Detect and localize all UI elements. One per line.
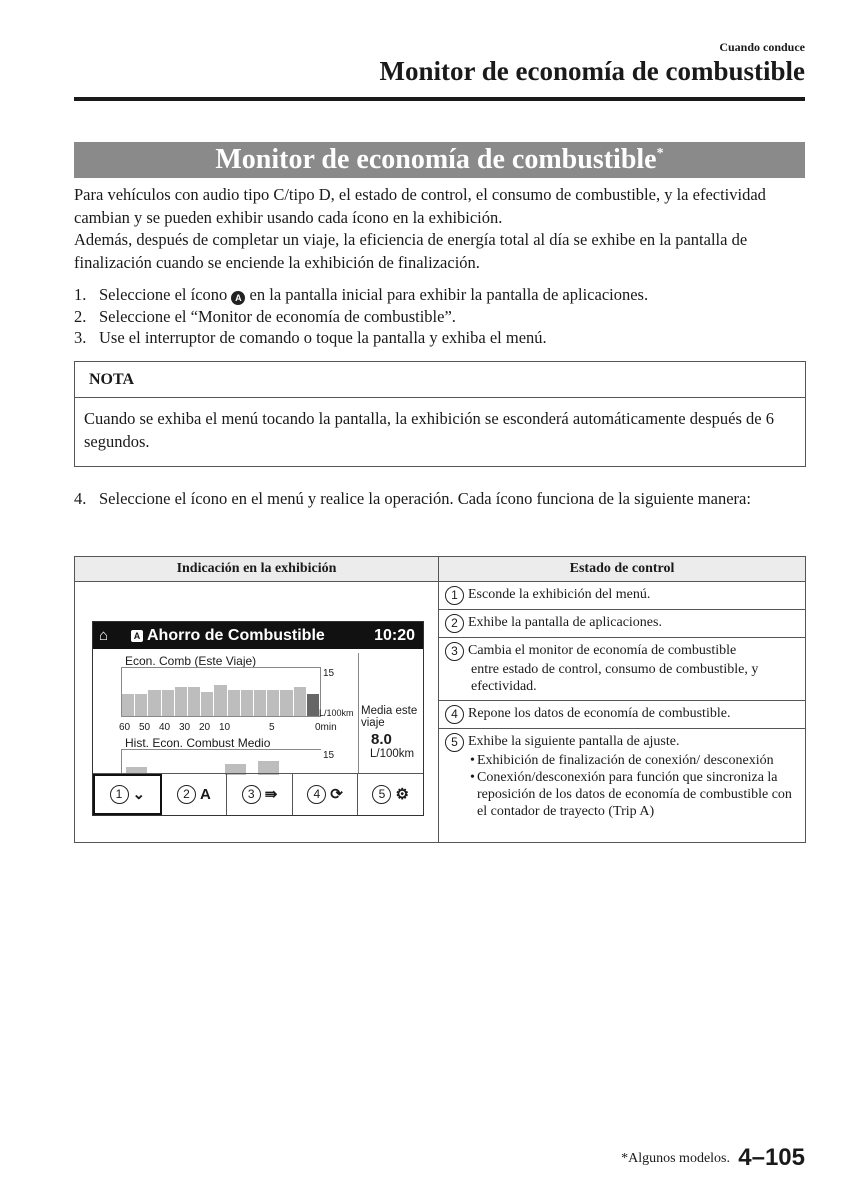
menu-number: 1	[110, 785, 129, 804]
bullet-text: Conexión/desconexión para función que sincroniza la reposición de los datos de economía de combustible con el contador de trayecto (Trip A)	[477, 770, 792, 819]
switch-icon: ⇛	[264, 786, 278, 803]
step-text-before: Seleccione el ícono	[99, 285, 228, 304]
intro-paragraph-1: Para vehículos con audio tipo C/tipo D, el estado de control, el consumo de combustible, y la efectividad cambian y se pueden exhibir usando cada ícono en la exhibición.	[74, 185, 766, 227]
graph1-bar	[188, 687, 201, 716]
note-box	[74, 361, 806, 467]
description-text: Cambia el monitor de economía de combustible	[468, 643, 737, 658]
axis-tick: 5	[269, 722, 275, 733]
screen-menu-bar	[93, 773, 423, 815]
control-description-3	[439, 638, 806, 701]
table-row	[75, 582, 806, 610]
graph2-max-label: 15	[323, 750, 335, 761]
item-number: 2	[445, 614, 464, 633]
description-text: Esconde la exhibición del menú.	[468, 587, 651, 602]
screen-divider	[358, 653, 359, 773]
axis-tick: 30	[179, 722, 191, 733]
graph1-label: Econ. Comb (Este Viaje)	[125, 654, 257, 668]
bullet-text: Exhibición de finalización de conexión/ desconexión	[477, 753, 774, 768]
axis-tick: 0min	[315, 722, 337, 733]
graph1-area	[121, 667, 321, 717]
step-number: 4.	[74, 489, 87, 508]
control-description-5	[439, 729, 806, 843]
description-text: Exhibe la siguiente pantalla de ajuste.	[468, 734, 680, 749]
app-badge-icon: A	[131, 630, 143, 642]
intro-paragraph-2: Además, después de completar un viaje, la eficiencia de energía total al día se exhibe en la pantalla de finalización cuando se enciende la exhibición de finalización.	[74, 230, 748, 272]
screen-body	[93, 649, 423, 775]
screen-clock: 10:20	[374, 627, 415, 644]
table-header-row	[75, 557, 806, 582]
graph1-bar	[280, 690, 293, 716]
apps-icon: A	[231, 291, 245, 305]
graph2-label: Hist. Econ. Combust Medio	[125, 736, 271, 750]
axis-tick: 20	[199, 722, 211, 733]
display-illustration-cell	[75, 582, 439, 843]
average-label: Media este viaje	[361, 705, 418, 729]
steps-list	[74, 284, 814, 349]
graph1-bar	[135, 694, 148, 716]
item-number: 3	[445, 642, 464, 661]
graph1-bar	[201, 692, 214, 716]
step-number: 3.	[74, 328, 87, 347]
control-description-4	[439, 701, 806, 729]
graph1-bar	[162, 690, 175, 716]
menu-number: 2	[177, 785, 196, 804]
step-text: Seleccione el “Monitor de economía de combustible”.	[99, 306, 456, 326]
fuel-economy-screen	[92, 621, 424, 816]
menu-number: 4	[307, 785, 326, 804]
step-4	[74, 488, 814, 511]
menu-settings-button[interactable]	[358, 774, 423, 815]
description-text: Repone los datos de economía de combustible.	[468, 706, 731, 721]
item-number: 4	[445, 705, 464, 724]
step-3	[74, 327, 814, 349]
section-banner	[74, 142, 805, 178]
step-text: Use el interruptor de comando o toque la pantalla y exhiba el menú.	[99, 328, 547, 347]
step-2	[74, 306, 814, 328]
table-header-display: Indicación en la exhibición	[75, 557, 439, 582]
axis-tick: 60	[119, 722, 131, 733]
function-table	[74, 556, 806, 843]
intro-text	[74, 184, 814, 274]
page-number: 4–105	[738, 1144, 805, 1171]
control-description-1	[439, 582, 806, 610]
note-body: Cuando se exhiba el menú tocando la pantalla, la exhibición se esconderá automáticamente después de 6 segundos.	[84, 409, 775, 451]
graph1-bar	[175, 687, 188, 716]
models-footnote-mark: *	[656, 146, 664, 161]
home-icon: ⌂	[99, 627, 109, 644]
graph1-bar	[228, 690, 241, 716]
step-number: 1.	[74, 285, 87, 304]
menu-switch-button[interactable]	[227, 774, 293, 815]
header-title: Monitor de economía de combustible	[379, 56, 805, 86]
step-text	[99, 284, 648, 306]
description-bullet: • Exhibición de finalización de conexión/ desconexión	[470, 753, 774, 768]
item-number: 5	[445, 733, 464, 752]
description-subtext: entre estado de control, consumo de combustible, y efectividad.	[471, 662, 759, 694]
screen-top-bar	[93, 622, 423, 649]
graph1-bar	[294, 687, 307, 716]
section-banner-title: Monitor de economía de combustible	[215, 144, 657, 175]
graph1-bar	[122, 694, 135, 716]
graph1-bar	[267, 690, 280, 716]
step-number: 2.	[74, 306, 87, 326]
graph1-max-label: 15	[323, 668, 335, 679]
note-title: NOTA	[75, 362, 805, 398]
table-header-control: Estado de control	[439, 557, 806, 582]
graph1-bar	[241, 690, 254, 716]
graph1-bar	[254, 690, 267, 716]
graph1-bar	[148, 690, 161, 716]
description-text: Exhibe la pantalla de aplicaciones.	[468, 615, 662, 630]
step-text: Seleccione el ícono en el menú y realice la operación. Cada ícono funciona de la siguiente manera:	[99, 489, 751, 508]
reset-icon: ⟳	[330, 786, 343, 803]
axis-tick: 50	[139, 722, 151, 733]
axis-tick: 40	[159, 722, 171, 733]
gear-icon: ⚙	[395, 786, 409, 803]
step-1	[74, 284, 814, 306]
graph1-bar	[307, 694, 320, 716]
graph2-area	[121, 749, 321, 775]
screen-title: Ahorro de Combustible	[147, 627, 325, 644]
control-description-2	[439, 610, 806, 638]
average-unit: L/100km	[370, 748, 415, 760]
description-bullet: • Conexión/desconexión para función que sincroniza la reposición de los datos de economía de combustible con el contador de trayecto (Trip A)	[445, 769, 799, 820]
menu-hide-button[interactable]	[93, 774, 162, 815]
header-rule	[74, 97, 805, 101]
step-text-after: en la pantalla inicial para exhibir la pantalla de aplicaciones.	[249, 285, 649, 304]
graph1-unit-label: L/100km	[319, 708, 354, 718]
chevron-down-icon: ⌄	[132, 786, 146, 803]
menu-number: 5	[372, 785, 391, 804]
menu-number: 3	[242, 785, 261, 804]
graph1-bar	[214, 685, 227, 716]
average-value: 8.0	[371, 731, 392, 748]
menu-apps-button[interactable]	[162, 774, 228, 815]
header-section: Cuando conduce	[719, 40, 805, 54]
axis-tick: 10	[219, 722, 231, 733]
menu-reset-button[interactable]	[293, 774, 359, 815]
apps-icon: A	[199, 786, 211, 803]
footnote: *Algunos modelos.	[621, 1151, 730, 1166]
item-number: 1	[445, 586, 464, 605]
